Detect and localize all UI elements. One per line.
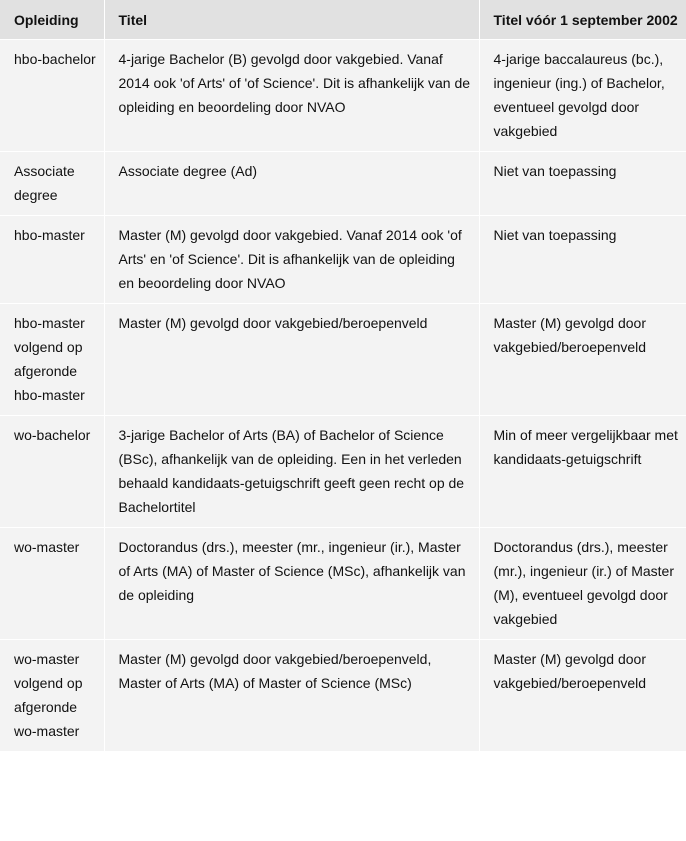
cell-titel-voor-2002: Master (M) gevolgd door vakgebied/beroepenveld [479, 304, 686, 416]
cell-opleiding: wo-master volgend op afgeronde wo-master [0, 640, 104, 752]
cell-titel: 3-jarige Bachelor of Arts (BA) of Bachelor of Science (BSc), afhankelijk van de opleiding. Een in het verleden behaald kandidaats-getuigschrift geeft geen recht op de Bachelortitel [104, 416, 479, 528]
table-body [0, 40, 686, 752]
cell-titel: Associate degree (Ad) [104, 152, 479, 216]
table-row [0, 40, 686, 152]
table-row [0, 216, 686, 304]
cell-titel-voor-2002: 4-jarige baccalaureus (bc.), ingenieur (ing.) of Bachelor, eventueel gevolgd door vakgebied [479, 40, 686, 152]
cell-titel: Master (M) gevolgd door vakgebied/beroepenveld, Master of Arts (MA) of Master of Science (MSc) [104, 640, 479, 752]
table-row [0, 640, 686, 752]
column-header-opleiding: Opleiding [0, 0, 104, 40]
column-header-titel-voor-2002: Titel vóór 1 september 2002 [479, 0, 686, 40]
cell-titel: Master (M) gevolgd door vakgebied/beroepenveld [104, 304, 479, 416]
cell-titel-voor-2002: Master (M) gevolgd door vakgebied/beroepenveld [479, 640, 686, 752]
cell-titel: Master (M) gevolgd door vakgebied. Vanaf 2014 ook 'of Arts' en 'of Science'. Dit is afhankelijk van de opleiding en beoordeling door NVAO [104, 216, 479, 304]
cell-titel: Doctorandus (drs.), meester (mr., ingenieur (ir.), Master of Arts (MA) of Master of Science (MSc), afhankelijk van de opleiding [104, 528, 479, 640]
table-row [0, 416, 686, 528]
table-row [0, 304, 686, 416]
cell-opleiding: wo-master [0, 528, 104, 640]
cell-opleiding: Associate degree [0, 152, 104, 216]
header-row [0, 0, 686, 40]
cell-opleiding: hbo-master volgend op afgeronde hbo-master [0, 304, 104, 416]
cell-titel-voor-2002: Niet van toepassing [479, 216, 686, 304]
cell-titel-voor-2002: Doctorandus (drs.), meester (mr.), ingenieur (ir.) of Master (M), eventueel gevolgd door vakgebied [479, 528, 686, 640]
cell-titel: 4-jarige Bachelor (B) gevolgd door vakgebied. Vanaf 2014 ook 'of Arts' of 'of Science'. Dit is afhankelijk van de opleiding en beoordeling door NVAO [104, 40, 479, 152]
cell-titel-voor-2002: Niet van toepassing [479, 152, 686, 216]
table-row [0, 152, 686, 216]
cell-opleiding: hbo-bachelor [0, 40, 104, 152]
cell-opleiding: hbo-master [0, 216, 104, 304]
column-header-titel: Titel [104, 0, 479, 40]
cell-titel-voor-2002: Min of meer vergelijkbaar met kandidaats-getuigschrift [479, 416, 686, 528]
table-row [0, 528, 686, 640]
table-header [0, 0, 686, 40]
cell-opleiding: wo-bachelor [0, 416, 104, 528]
